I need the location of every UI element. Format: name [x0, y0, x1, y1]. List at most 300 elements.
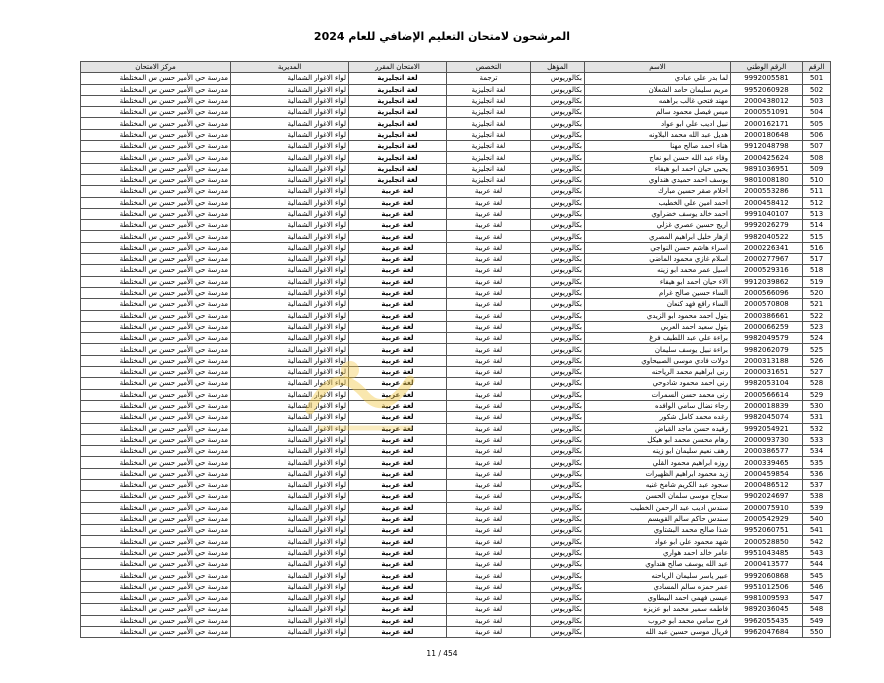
cell-name: رجاء نضال سامي الوافده: [585, 400, 731, 411]
cell-qualification: بكالوريوس: [531, 129, 585, 140]
table-row: [81, 208, 831, 219]
cell-center: مدرسة حي الأمير حسن س المختلطة: [81, 163, 231, 174]
table-row: [81, 513, 831, 524]
cell-national-id: 9962055435: [731, 615, 803, 626]
cell-exam: لغة عربية: [349, 378, 447, 389]
table-row: [81, 73, 831, 84]
cell-center: مدرسة حي الأمير حسن س المختلطة: [81, 412, 231, 423]
cell-name: سندس حاكم سالم القويسم: [585, 513, 731, 524]
cell-national-id: 9912048798: [731, 141, 803, 152]
cell-name: عبد الله يوسف صالح هنداوي: [585, 559, 731, 570]
cell-name: رنى احمد محمود شادوحي: [585, 378, 731, 389]
cell-specialty: لغة عربية: [447, 355, 531, 366]
cell-name: عمر حمزه سالم المسادي: [585, 581, 731, 592]
cell-name: براءة علي عبد اللطيف فرغ: [585, 333, 731, 344]
table-row: [81, 152, 831, 163]
cell-directorate: لواء الاغوار الشمالية: [231, 525, 349, 536]
cell-num: 543: [803, 547, 831, 558]
cell-national-id: 9982049579: [731, 333, 803, 344]
cell-name: شذا صالح محمد البشتاوي: [585, 525, 731, 536]
header-directorate: المديرية: [231, 62, 349, 73]
cell-name: احلام صقر حسين مبارك: [585, 186, 731, 197]
cell-national-id: 9951043485: [731, 547, 803, 558]
cell-name: يوسف احمد حميدي هنداوي: [585, 174, 731, 185]
cell-directorate: لواء الاغوار الشمالية: [231, 118, 349, 129]
cell-directorate: لواء الاغوار الشمالية: [231, 197, 349, 208]
cell-national-id: 9951012506: [731, 581, 803, 592]
cell-directorate: لواء الاغوار الشمالية: [231, 242, 349, 253]
cell-specialty: لغة عربية: [447, 479, 531, 490]
cell-num: 515: [803, 231, 831, 242]
cell-num: 504: [803, 107, 831, 118]
cell-directorate: لواء الاغوار الشمالية: [231, 547, 349, 558]
cell-center: مدرسة حي الأمير حسن س المختلطة: [81, 367, 231, 378]
table-row: [81, 547, 831, 558]
cell-national-id: 9962047684: [731, 626, 803, 637]
cell-directorate: لواء الاغوار الشمالية: [231, 344, 349, 355]
cell-national-id: 2000339465: [731, 457, 803, 468]
cell-national-id: 2000066259: [731, 321, 803, 332]
cell-directorate: لواء الاغوار الشمالية: [231, 434, 349, 445]
cell-exam: لغة عربية: [349, 547, 447, 558]
cell-center: مدرسة حي الأمير حسن س المختلطة: [81, 95, 231, 106]
cell-center: مدرسة حي الأمير حسن س المختلطة: [81, 513, 231, 524]
cell-national-id: 2000180648: [731, 129, 803, 140]
cell-national-id: 2000566096: [731, 287, 803, 298]
cell-num: 540: [803, 513, 831, 524]
cell-directorate: لواء الاغوار الشمالية: [231, 615, 349, 626]
cell-exam: لغة عربية: [349, 242, 447, 253]
cell-exam: لغة عربية: [349, 446, 447, 457]
cell-num: 503: [803, 95, 831, 106]
cell-exam: لغة عربية: [349, 468, 447, 479]
cell-directorate: لواء الاغوار الشمالية: [231, 231, 349, 242]
cell-name: سجاح موسى سلمان الحسن: [585, 491, 731, 502]
cell-name: روزه ابراهيم محمود القلي: [585, 457, 731, 468]
cell-qualification: بكالوريوس: [531, 412, 585, 423]
cell-national-id: 9982040522: [731, 231, 803, 242]
table-row: [81, 84, 831, 95]
cell-qualification: بكالوريوس: [531, 287, 585, 298]
cell-specialty: لغة عربية: [447, 513, 531, 524]
cell-specialty: لغة انجليزية: [447, 84, 531, 95]
cell-exam: لغة عربية: [349, 400, 447, 411]
cell-national-id: 2000425624: [731, 152, 803, 163]
cell-name: احمد خالد يوسف خضراوي: [585, 208, 731, 219]
cell-center: مدرسة حي الأمير حسن س المختلطة: [81, 152, 231, 163]
cell-qualification: بكالوريوس: [531, 468, 585, 479]
cell-national-id: 2000458412: [731, 197, 803, 208]
cell-directorate: لواء الاغوار الشمالية: [231, 141, 349, 152]
table-row: [81, 242, 831, 253]
cell-specialty: لغة عربية: [447, 502, 531, 513]
cell-num: 541: [803, 525, 831, 536]
cell-num: 506: [803, 129, 831, 140]
cell-qualification: بكالوريوس: [531, 333, 585, 344]
cell-num: 538: [803, 491, 831, 502]
cell-directorate: لواء الاغوار الشمالية: [231, 84, 349, 95]
cell-specialty: لغة عربية: [447, 423, 531, 434]
cell-qualification: بكالوريوس: [531, 367, 585, 378]
cell-name: رنى محمد حسن السمرات: [585, 389, 731, 400]
cell-center: مدرسة حي الأمير حسن س المختلطة: [81, 434, 231, 445]
table-row: [81, 95, 831, 106]
cell-directorate: لواء الاغوار الشمالية: [231, 174, 349, 185]
cell-qualification: بكالوريوس: [531, 254, 585, 265]
cell-directorate: لواء الاغوار الشمالية: [231, 604, 349, 615]
cell-national-id: 9902024697: [731, 491, 803, 502]
cell-exam: لغة عربية: [349, 615, 447, 626]
cell-center: مدرسة حي الأمير حسن س المختلطة: [81, 400, 231, 411]
cell-name: رفيده حسن ماجد القياض: [585, 423, 731, 434]
cell-directorate: لواء الاغوار الشمالية: [231, 310, 349, 321]
cell-exam: لغة عربية: [349, 479, 447, 490]
cell-specialty: لغة عربية: [447, 615, 531, 626]
cell-name: احمد امين علي الخطيب: [585, 197, 731, 208]
cell-exam: لغة عربية: [349, 570, 447, 581]
cell-directorate: لواء الاغوار الشمالية: [231, 446, 349, 457]
cell-exam: لغة عربية: [349, 367, 447, 378]
cell-qualification: بكالوريوس: [531, 73, 585, 84]
cell-num: 529: [803, 389, 831, 400]
cell-center: مدرسة حي الأمير حسن س المختلطة: [81, 491, 231, 502]
cell-national-id: 2000226341: [731, 242, 803, 253]
cell-specialty: لغة عربية: [447, 468, 531, 479]
cell-national-id: 2000459854: [731, 468, 803, 479]
table-row: [81, 107, 831, 118]
cell-center: مدرسة حي الأمير حسن س المختلطة: [81, 107, 231, 118]
cell-exam: لغة عربية: [349, 186, 447, 197]
cell-qualification: بكالوريوس: [531, 299, 585, 310]
cell-num: 549: [803, 615, 831, 626]
cell-qualification: بكالوريوس: [531, 208, 585, 219]
cell-national-id: 9982053104: [731, 378, 803, 389]
cell-num: 520: [803, 287, 831, 298]
table-row: [81, 310, 831, 321]
cell-specialty: لغة انجليزية: [447, 174, 531, 185]
cell-exam: لغة عربية: [349, 513, 447, 524]
cell-center: مدرسة حي الأمير حسن س المختلطة: [81, 84, 231, 95]
cell-national-id: 9982062079: [731, 344, 803, 355]
cell-directorate: لواء الاغوار الشمالية: [231, 367, 349, 378]
cell-specialty: لغة عربية: [447, 265, 531, 276]
cell-center: مدرسة حي الأمير حسن س المختلطة: [81, 287, 231, 298]
cell-center: مدرسة حي الأمير حسن س المختلطة: [81, 220, 231, 231]
cell-directorate: لواء الاغوار الشمالية: [231, 95, 349, 106]
cell-name: وفاء عبد الله حسن ابو نعاج: [585, 152, 731, 163]
cell-center: مدرسة حي الأمير حسن س المختلطة: [81, 265, 231, 276]
table-row: [81, 129, 831, 140]
cell-qualification: بكالوريوس: [531, 186, 585, 197]
cell-name: شهد محمود علي ابو عواد: [585, 536, 731, 547]
cell-center: مدرسة حي الأمير حسن س المختلطة: [81, 344, 231, 355]
cell-specialty: لغة عربية: [447, 559, 531, 570]
table-row: [81, 367, 831, 378]
cell-qualification: بكالوريوس: [531, 547, 585, 558]
cell-num: 508: [803, 152, 831, 163]
cell-name: فرح سامي محمد ابو خروب: [585, 615, 731, 626]
cell-exam: لغة عربية: [349, 287, 447, 298]
cell-national-id: 2000031651: [731, 367, 803, 378]
cell-num: 505: [803, 118, 831, 129]
cell-directorate: لواء الاغوار الشمالية: [231, 163, 349, 174]
cell-specialty: لغة انجليزية: [447, 141, 531, 152]
cell-qualification: بكالوريوس: [531, 446, 585, 457]
cell-qualification: بكالوريوس: [531, 502, 585, 513]
table-row: [81, 355, 831, 366]
cell-national-id: 2000386661: [731, 310, 803, 321]
cell-exam: لغة عربية: [349, 525, 447, 536]
cell-directorate: لواء الاغوار الشمالية: [231, 536, 349, 547]
cell-num: 537: [803, 479, 831, 490]
cell-national-id: 9952060928: [731, 84, 803, 95]
cell-specialty: لغة عربية: [447, 367, 531, 378]
table-row: [81, 626, 831, 637]
cell-directorate: لواء الاغوار الشمالية: [231, 107, 349, 118]
cell-national-id: 9982045074: [731, 412, 803, 423]
cell-specialty: لغة انجليزية: [447, 107, 531, 118]
table-row: [81, 344, 831, 355]
cell-exam: لغة عربية: [349, 208, 447, 219]
cell-center: مدرسة حي الأمير حسن س المختلطة: [81, 615, 231, 626]
table-row: [81, 141, 831, 152]
cell-center: مدرسة حي الأمير حسن س المختلطة: [81, 231, 231, 242]
cell-national-id: 2000529316: [731, 265, 803, 276]
cell-specialty: لغة عربية: [447, 547, 531, 558]
cell-specialty: لغة انجليزية: [447, 118, 531, 129]
cell-center: مدرسة حي الأمير حسن س المختلطة: [81, 502, 231, 513]
cell-num: 545: [803, 570, 831, 581]
cell-name: نبيل اديب علي ابو عواد: [585, 118, 731, 129]
header-center: مركز الامتحان: [81, 62, 231, 73]
cell-name: هناء احمد صالح مهنا: [585, 141, 731, 152]
cell-exam: لغة عربية: [349, 321, 447, 332]
table-row: [81, 491, 831, 502]
cell-num: 511: [803, 186, 831, 197]
cell-specialty: لغة عربية: [447, 197, 531, 208]
cell-num: 544: [803, 559, 831, 570]
header-name: الاسم: [585, 62, 731, 73]
cell-center: مدرسة حي الأمير حسن س المختلطة: [81, 604, 231, 615]
cell-exam: لغة عربية: [349, 355, 447, 366]
cell-national-id: 2000277967: [731, 254, 803, 265]
cell-num: 532: [803, 423, 831, 434]
cell-num: 521: [803, 299, 831, 310]
cell-qualification: بكالوريوس: [531, 457, 585, 468]
cell-national-id: 2000075910: [731, 502, 803, 513]
cell-name: الساء رافع فهد كنعان: [585, 299, 731, 310]
cell-directorate: لواء الاغوار الشمالية: [231, 287, 349, 298]
cell-exam: لغة انجليزية: [349, 118, 447, 129]
cell-exam: لغة عربية: [349, 434, 447, 445]
cell-specialty: لغة عربية: [447, 400, 531, 411]
cell-name: اسيل عمر محمد ابو زينه: [585, 265, 731, 276]
cell-name: اسراء هاشم حسن النواجي: [585, 242, 731, 253]
table-row: [81, 186, 831, 197]
cell-national-id: 9891036951: [731, 163, 803, 174]
cell-num: 546: [803, 581, 831, 592]
cell-directorate: لواء الاغوار الشمالية: [231, 570, 349, 581]
cell-name: اريج حسين عصري غزلي: [585, 220, 731, 231]
cell-exam: لغة عربية: [349, 389, 447, 400]
header-exam: الامتحان المقرر: [349, 62, 447, 73]
cell-national-id: 9892036045: [731, 604, 803, 615]
cell-exam: لغة عربية: [349, 231, 447, 242]
cell-directorate: لواء الاغوار الشمالية: [231, 457, 349, 468]
table-row: [81, 231, 831, 242]
cell-name: اسلام غازي محمود الماضي: [585, 254, 731, 265]
cell-national-id: 2000386577: [731, 446, 803, 457]
cell-num: 527: [803, 367, 831, 378]
cell-qualification: بكالوريوس: [531, 581, 585, 592]
cell-exam: لغة عربية: [349, 412, 447, 423]
cell-directorate: لواء الاغوار الشمالية: [231, 299, 349, 310]
cell-national-id: 2000162171: [731, 118, 803, 129]
cell-national-id: 9992026279: [731, 220, 803, 231]
table-row: [81, 479, 831, 490]
cell-national-id: 2000528850: [731, 536, 803, 547]
cell-exam: لغة عربية: [349, 502, 447, 513]
cell-exam: لغة انجليزية: [349, 107, 447, 118]
table-row: [81, 220, 831, 231]
table-row: [81, 163, 831, 174]
cell-national-id: 2000566614: [731, 389, 803, 400]
table-row: [81, 434, 831, 445]
cell-qualification: بكالوريوس: [531, 242, 585, 253]
cell-center: مدرسة حي الأمير حسن س المختلطة: [81, 479, 231, 490]
table-row: [81, 118, 831, 129]
cell-center: مدرسة حي الأمير حسن س المختلطة: [81, 581, 231, 592]
cell-directorate: لواء الاغوار الشمالية: [231, 400, 349, 411]
header-num: الرقم: [803, 62, 831, 73]
cell-qualification: بكالوريوس: [531, 310, 585, 321]
cell-qualification: بكالوريوس: [531, 265, 585, 276]
cell-national-id: 2000570808: [731, 299, 803, 310]
cell-num: 530: [803, 400, 831, 411]
cell-national-id: 9981009593: [731, 592, 803, 603]
cell-num: 518: [803, 265, 831, 276]
cell-num: 514: [803, 220, 831, 231]
cell-qualification: بكالوريوس: [531, 231, 585, 242]
cell-num: 522: [803, 310, 831, 321]
cell-exam: لغة انجليزية: [349, 163, 447, 174]
cell-qualification: بكالوريوس: [531, 174, 585, 185]
cell-qualification: بكالوريوس: [531, 479, 585, 490]
cell-specialty: لغة عربية: [447, 344, 531, 355]
cell-center: مدرسة حي الأمير حسن س المختلطة: [81, 468, 231, 479]
cell-national-id: 2000551091: [731, 107, 803, 118]
cell-national-id: 2000553286: [731, 186, 803, 197]
cell-name: الساء حسين صالح غرام: [585, 287, 731, 298]
table-row: [81, 502, 831, 513]
cell-num: 512: [803, 197, 831, 208]
cell-national-id: 2000018839: [731, 400, 803, 411]
cell-specialty: لغة عربية: [447, 434, 531, 445]
cell-name: الاء حيان احمد ابو هيفاء: [585, 276, 731, 287]
cell-num: 516: [803, 242, 831, 253]
cell-center: مدرسة حي الأمير حسن س المختلطة: [81, 559, 231, 570]
cell-exam: لغة انجليزية: [349, 174, 447, 185]
cell-qualification: بكالوريوس: [531, 378, 585, 389]
cell-specialty: لغة عربية: [447, 536, 531, 547]
cell-national-id: 2000313188: [731, 355, 803, 366]
cell-exam: لغة انجليزية: [349, 95, 447, 106]
cell-name: مهند فتحي غالب براهمه: [585, 95, 731, 106]
cell-center: مدرسة حي الأمير حسن س المختلطة: [81, 457, 231, 468]
cell-name: سجود عبد الكريم شامخ غنيه: [585, 479, 731, 490]
cell-directorate: لواء الاغوار الشمالية: [231, 502, 349, 513]
cell-qualification: بكالوريوس: [531, 141, 585, 152]
cell-exam: لغة عربية: [349, 265, 447, 276]
cell-center: مدرسة حي الأمير حسن س المختلطة: [81, 378, 231, 389]
cell-name: زيد محمود ابراهيم الظهيرات: [585, 468, 731, 479]
cell-national-id: 9952060751: [731, 525, 803, 536]
cell-name: هديل عبد الله محمد البلاونه: [585, 129, 731, 140]
cell-exam: لغة عربية: [349, 457, 447, 468]
cell-directorate: لواء الاغوار الشمالية: [231, 220, 349, 231]
cell-center: مدرسة حي الأمير حسن س المختلطة: [81, 423, 231, 434]
cell-specialty: لغة عربية: [447, 378, 531, 389]
cell-name: لما بدر علي عبادي: [585, 73, 731, 84]
cell-center: مدرسة حي الأمير حسن س المختلطة: [81, 208, 231, 219]
cell-qualification: بكالوريوس: [531, 389, 585, 400]
cell-num: 542: [803, 536, 831, 547]
table-row: [81, 174, 831, 185]
cell-qualification: بكالوريوس: [531, 197, 585, 208]
table-row: [81, 423, 831, 434]
cell-directorate: لواء الاغوار الشمالية: [231, 412, 349, 423]
cell-exam: لغة عربية: [349, 299, 447, 310]
cell-specialty: لغة عربية: [447, 525, 531, 536]
cell-qualification: بكالوريوس: [531, 152, 585, 163]
cell-num: 517: [803, 254, 831, 265]
cell-exam: لغة عربية: [349, 333, 447, 344]
cell-directorate: لواء الاغوار الشمالية: [231, 152, 349, 163]
cell-exam: لغة عربية: [349, 536, 447, 547]
cell-name: دولات فادي موسى الصبيحاوي: [585, 355, 731, 366]
cell-exam: لغة انجليزية: [349, 152, 447, 163]
cell-qualification: بكالوريوس: [531, 513, 585, 524]
cell-center: مدرسة حي الأمير حسن س المختلطة: [81, 570, 231, 581]
cell-specialty: لغة عربية: [447, 299, 531, 310]
cell-specialty: لغة عربية: [447, 333, 531, 344]
cell-center: مدرسة حي الأمير حسن س المختلطة: [81, 129, 231, 140]
cell-specialty: لغة عربية: [447, 457, 531, 468]
table-row: [81, 446, 831, 457]
header-specialty: التخصص: [447, 62, 531, 73]
cell-qualification: بكالوريوس: [531, 559, 585, 570]
cell-directorate: لواء الاغوار الشمالية: [231, 423, 349, 434]
cell-specialty: لغة عربية: [447, 446, 531, 457]
cell-specialty: لغة عربية: [447, 389, 531, 400]
cell-name: براءة نبيل يوسف سليمان: [585, 344, 731, 355]
cell-num: 501: [803, 73, 831, 84]
cell-specialty: لغة انجليزية: [447, 95, 531, 106]
cell-qualification: بكالوريوس: [531, 220, 585, 231]
cell-name: ازهار خليل ابراهيم المصري: [585, 231, 731, 242]
table-row: [81, 457, 831, 468]
table-row: [81, 287, 831, 298]
cell-national-id: 2000542929: [731, 513, 803, 524]
cell-center: مدرسة حي الأمير حسن س المختلطة: [81, 141, 231, 152]
cell-name: فريال موسى حسين عبد الله: [585, 626, 731, 637]
cell-directorate: لواء الاغوار الشمالية: [231, 208, 349, 219]
cell-center: مدرسة حي الأمير حسن س المختلطة: [81, 174, 231, 185]
cell-num: 507: [803, 141, 831, 152]
cell-exam: لغة عربية: [349, 276, 447, 287]
cell-directorate: لواء الاغوار الشمالية: [231, 491, 349, 502]
cell-directorate: لواء الاغوار الشمالية: [231, 592, 349, 603]
